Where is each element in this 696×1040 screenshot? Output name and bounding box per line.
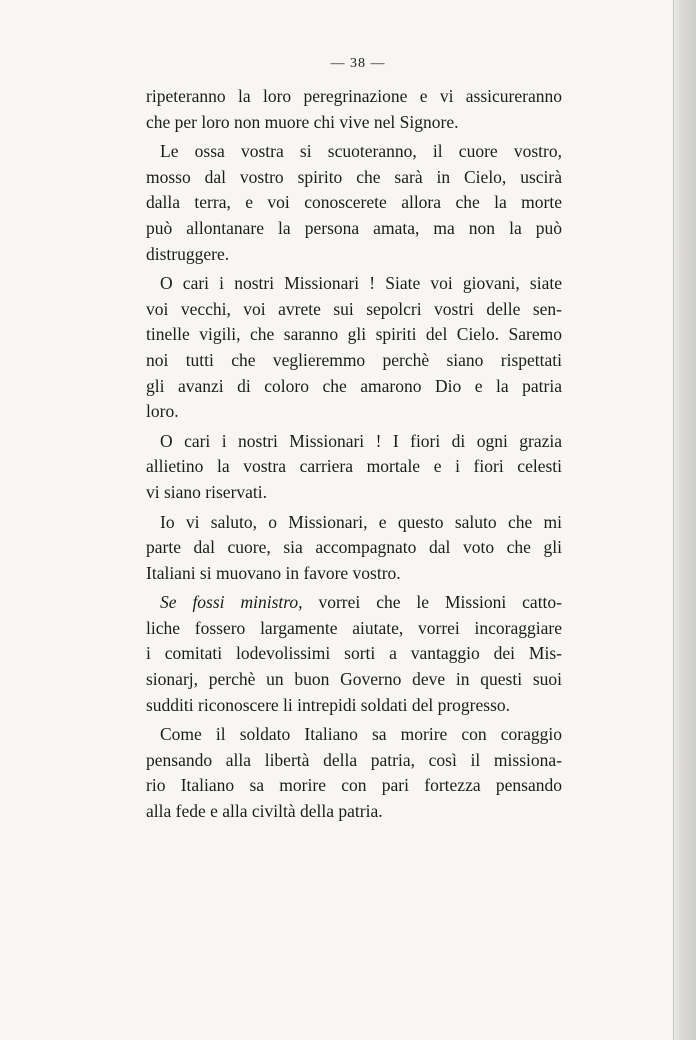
body-text: [146, 84, 562, 825]
text-line: Come il soldato Italiano sa morire con coraggio: [160, 724, 562, 745]
text-line: pensando alla libertà della patria, così il missiona-: [146, 749, 562, 770]
text-line: i comitati lodevolissimi sorti a vantaggio dei Mis-: [146, 643, 562, 664]
text-line: sudditi riconoscere li intrepidi soldati del progresso.: [146, 694, 511, 715]
paragraph-7: [146, 722, 562, 824]
text-line: liche fossero largamente aiutate, vorrei incoraggiare: [146, 617, 562, 638]
text-line: dalla terra, e voi conoscerete allora che la morte: [146, 192, 562, 213]
text-line: mosso dal vostro spirito che sarà in Cielo, uscirà: [146, 166, 562, 187]
text-line: Italiani si muovano in favore vostro.: [146, 562, 401, 583]
paragraph-1: [146, 84, 562, 135]
text-line: [146, 590, 562, 616]
paragraph-4: [146, 429, 562, 506]
paragraph-2: [146, 139, 562, 267]
text-line: rio Italiano sa morire con pari fortezza pensando: [146, 775, 562, 796]
text-line: parte dal cuore, sia accompagnato dal voto che gli: [146, 537, 562, 558]
text-line: allietino la vostra carriera mortale e i fiori celesti: [146, 456, 562, 477]
text-line: O cari i nostri Missionari ! Siate voi giovani, siate: [160, 273, 562, 294]
text-line: alla fede e alla civiltà della patria.: [146, 801, 383, 822]
text-line: che per loro non muore chi vive nel Signore.: [146, 111, 459, 132]
paragraph-5: [146, 510, 562, 587]
paragraph-6: [146, 590, 562, 718]
text-line: O cari i nostri Missionari ! I fiori di ogni grazia: [160, 430, 562, 451]
text-line: può allontanare la persona amata, ma non la può: [146, 217, 562, 238]
text-line: voi vecchi, voi avrete sui sepolcri vostri delle sen-: [146, 298, 562, 319]
text-fragment: vorrei che le Missioni catto-: [302, 592, 562, 613]
page-edge-shadow: [673, 0, 696, 1040]
text-line: loro.: [146, 401, 179, 422]
italic-lead: Se fossi ministro,: [160, 592, 303, 613]
text-line: Le ossa vostra si scuoteranno, il cuore vostro,: [160, 141, 562, 162]
text-line: sionarj, perchè un buon Governo deve in questi suoi: [146, 669, 562, 690]
text-line: tinelle vigili, che saranno gli spiriti del Cielo. Saremo: [146, 324, 562, 345]
text-line: distruggere.: [146, 243, 230, 264]
text-line: noi tutti che veglieremmo perchè siano rispettati: [146, 349, 562, 370]
text-line: ripeteranno la loro peregrinazione e vi assicureranno: [146, 86, 562, 106]
paragraph-3: [146, 271, 562, 425]
text-line: Io vi saluto, o Missionari, e questo saluto che mi: [160, 511, 562, 532]
text-line: vi siano riservati.: [146, 481, 268, 502]
text-line: gli avanzi di coloro che amarono Dio e la patria: [146, 375, 562, 396]
page-number: — 38 —: [330, 56, 386, 71]
